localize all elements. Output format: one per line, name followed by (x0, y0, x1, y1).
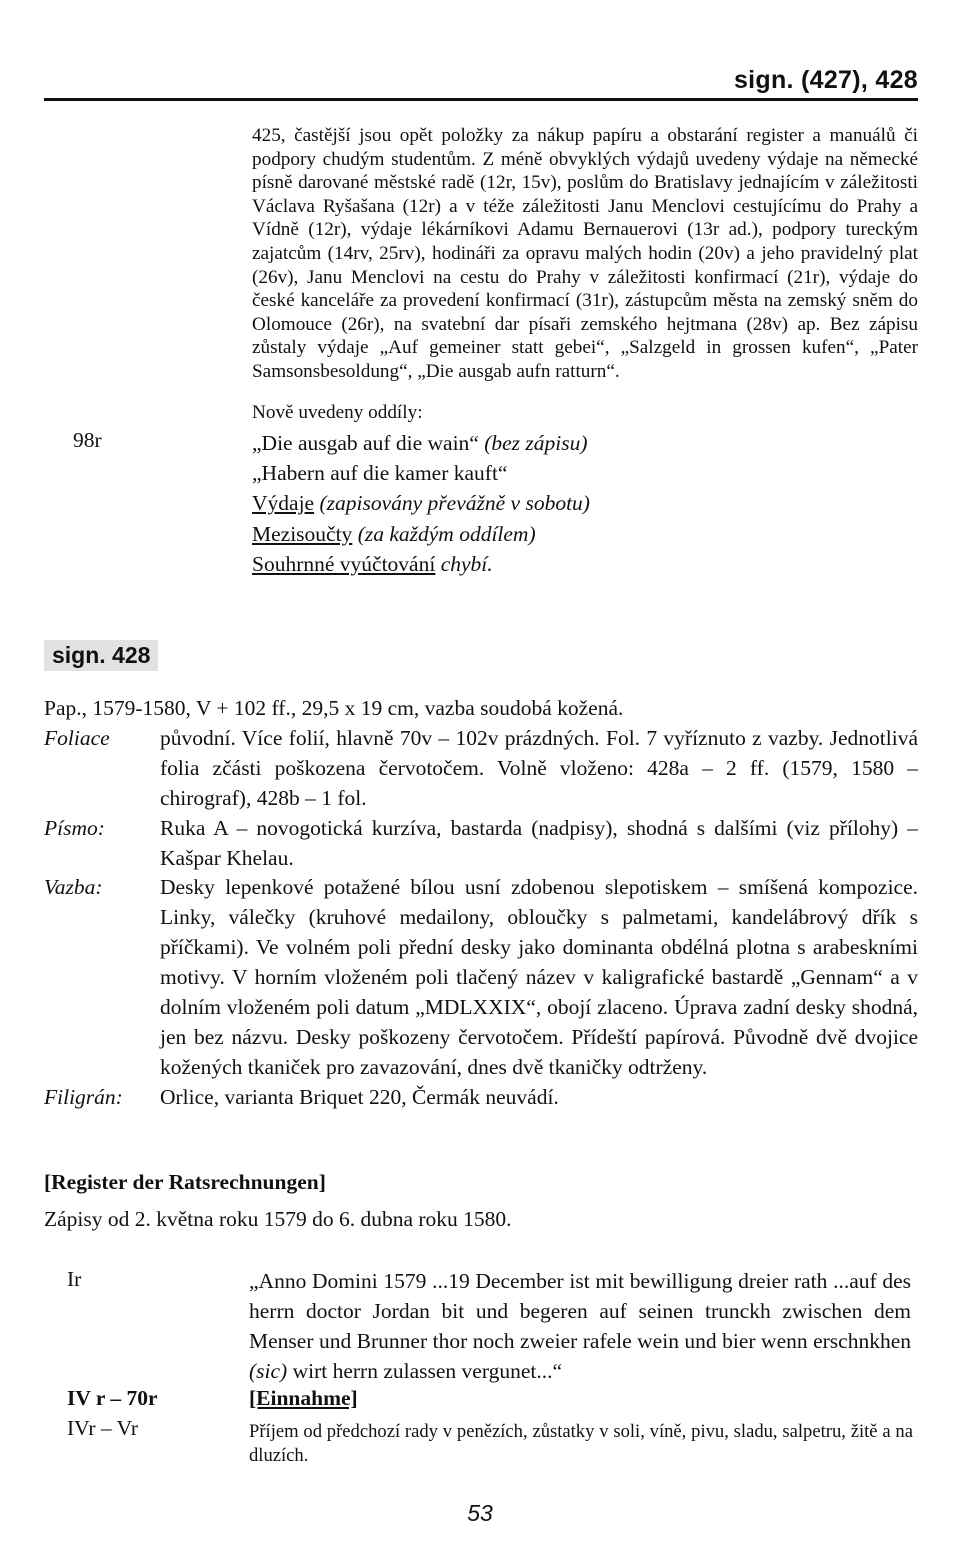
description-row-filigran (44, 1083, 918, 1113)
section-item: Mezisoučty (za každým oddílem) (252, 521, 536, 546)
section-item: „Habern auf die kamer kauft“ (252, 461, 508, 486)
description-text: Ruka A – novogotická kurzíva, bastarda (nadpisy), shodná s dalšími (viz přílohy) – Kašpar Khelau. (160, 815, 918, 870)
entry-folio-label: IVr – Vr (67, 1416, 139, 1440)
description-label: Vazba: (44, 875, 103, 900)
description-text: původní. Více folií, hlavně 70v – 102v prázdných. Fol. 7 vyříznuto z vazby. Jednotlivá folia zčásti poškozena červotočem. Volně vloženo: 428a – 2 ff. (1579, 1580 – chirograf), 428b – 1 fol. (160, 725, 918, 810)
description-label: Filigrán: (44, 1084, 123, 1109)
entry-quote: „Anno Domini 1579 ...19 December ist mit bewilligung dreier rath ...auf des herrn doctor Jordan bit und begeren auf seinen trunckh zwischen dem Menser und Brunner thor noch zweier rafele wein und bier wenn erschnkhen (sic) wirt herrn zulassen vergunet...“ (249, 1269, 911, 1383)
register-entries-line: Zápisy od 2. května roku 1579 do 6. dubna roku 1580. (44, 1207, 512, 1231)
section-item: Souhrnné vyúčtování chybí. (252, 551, 493, 576)
description-label: Foliace (44, 725, 110, 750)
entry-text: Příjem od předchozí rady v penězích, zůstatky v soli, víně, pivu, sladu, salpetru, žitě a na dluzích. (249, 1421, 913, 1466)
description-text: Orlice, varianta Briquet 220, Čermák neuvádí. (160, 1084, 559, 1109)
continuation-paragraph: 425, častější jsou opět položky za nákup papíru a obstarání register a manuálů či podpory chudým studentům. Z méně obvyklých výdajů uvedeny výdaje na německé písně darované městské radě (12r, 15v), poslům do Bratislavy jednajícím v záležitosti Václava Ryšašana (12r) a v téže záležitosti Janu Menclovi cestujícímu do Prahy a Vídně (12r), výdaje lékárníkovi Adamu Bernauerovi (13r ad.), podpory tureckým zajatcům (14rv, 25rv), hodináři za opravu malých hodin (20v) a jeho pravidelný plat (26v), Janu Menclovi na cestu do Prahy v záležitosti konfirmací (21r), výdaje do české kanceláře za provedení konfirmací (31r), zástupcům města na zemský sněm do Olomouce (26r), na svatební dar písaři zemského hejtmana (28v) ap. Bez zápisu zůstaly výdaje „Auf gemeiner statt gebei“, „Salzgeld in grossen kufen“, „Pater Samsonsbesoldung“, „Die ausgab aufn ratturn“. (252, 125, 918, 382)
sections-list (252, 428, 590, 579)
description-row-vazba (44, 873, 918, 1082)
entry-folio-label: IV r – 70r (67, 1386, 158, 1410)
running-header-signature: sign. (427), 428 (733, 66, 918, 94)
description-intro: Pap., 1579-1580, V + 102 ff., 29,5 x 19 cm, vazba soudobá kožená. (44, 696, 624, 720)
register-title: [Register der Ratsrechnungen] (44, 1170, 326, 1194)
header-rule (44, 98, 918, 101)
description-text: Desky lepenkové potažené bílou usní zdobenou slepotiskem – smíšená kompozice. Linky, válečky (kruhové medailony, obloučky s palmetami, kandelábrový dřík s příčkami). Ve volném poli přední desky jako dominanta obdélná plotna s arabeskními motivy. V horním vloženém poli tlačený název v kaligrafické bastardě „Gennam“ a v dolním vloženém poli datum „MDLXXIX“, obojí zlaceno. Úprava zadní desky shodná, jen bez názvu. Desky poškozeny červotočem. Přídeští papírová. Původně dvě dvojice kožených tkaniček pro zavazování, dnes dvě tkaničky odtrženy. (160, 875, 918, 1079)
signature-heading: sign. 428 (44, 640, 158, 671)
page-number: 53 (467, 1500, 493, 1526)
entry-folio-label: Ir (67, 1267, 82, 1291)
description-row-pismo (44, 814, 918, 874)
margin-folio-ref: 98r (73, 428, 102, 452)
entry-section-heading: [Einnahme] (249, 1386, 358, 1410)
description-row-foliace (44, 724, 918, 814)
sections-intro: Nově uvedeny oddíly: (252, 402, 423, 423)
description-label: Písmo: (44, 815, 105, 840)
section-item: „Die ausgab auf die wain“ (bez zápisu) (252, 431, 588, 455)
manuscript-description (44, 694, 918, 1113)
section-item: Výdaje (zapisovány převážně v sobotu) (252, 491, 590, 516)
